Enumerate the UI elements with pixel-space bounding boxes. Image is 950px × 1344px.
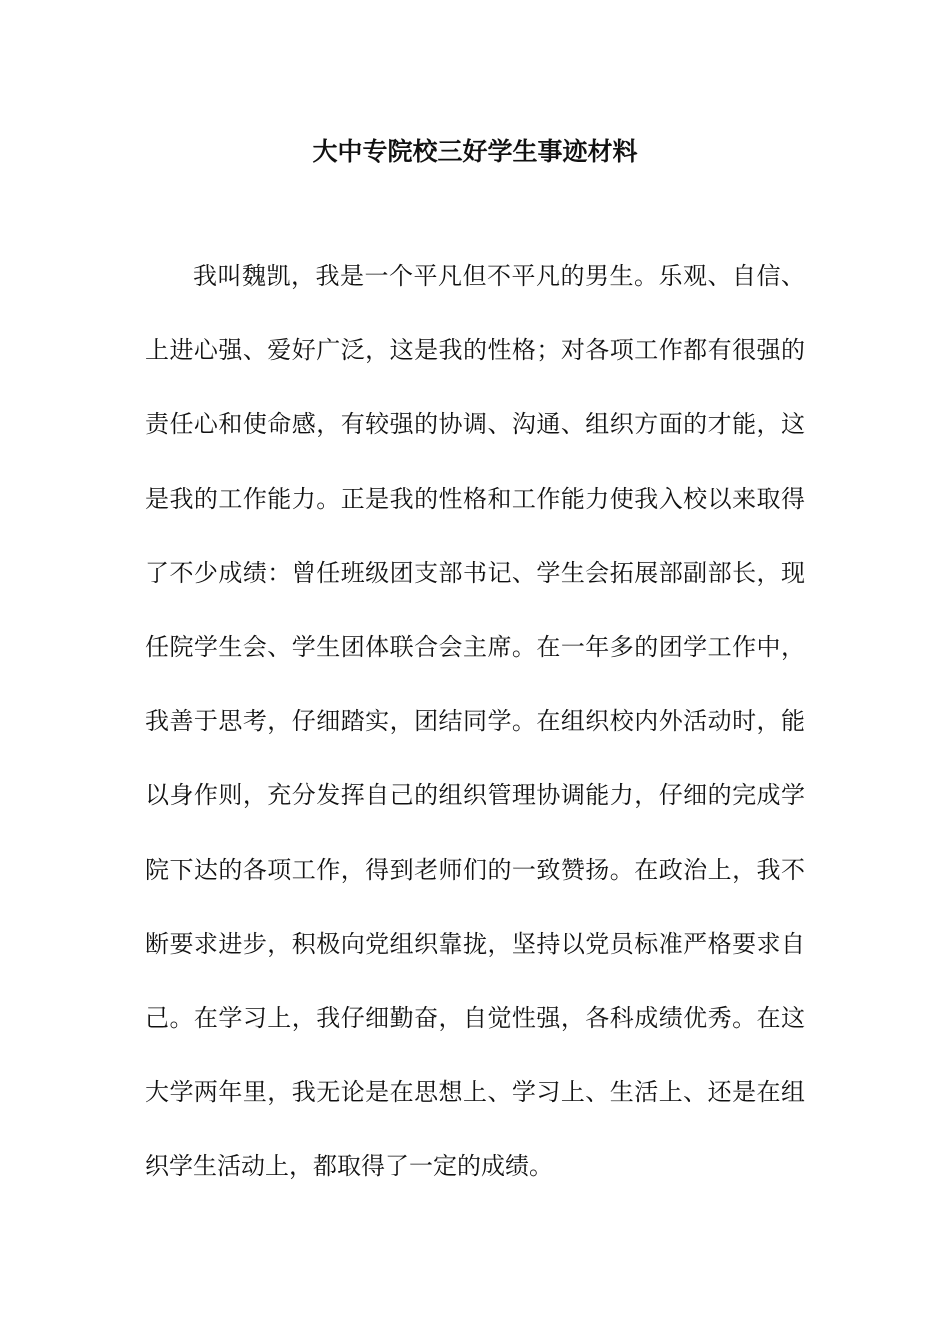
- paragraph-line: 大学两年里，我无论是在思想上、学习上、生活上、还是在组: [145, 1078, 805, 1107]
- paragraph-line: 以身作则，充分发挥自己的组织管理协调能力，仔细的完成学: [145, 781, 805, 810]
- paragraph-line: 了不少成绩：曾任班级团支部书记、学生会拓展部副部长，现: [145, 558, 805, 587]
- paragraph-line: 任院学生会、学生团体联合会主席。在一年多的团学工作中，: [145, 632, 805, 661]
- paragraph-line: 断要求进步，积极向党组织靠拢，坚持以党员标准严格要求自: [145, 929, 805, 958]
- paragraph-line: 己。在学习上，我仔细勤奋，自觉性强，各科成绩优秀。在这: [145, 1003, 805, 1032]
- paragraph-line: 院下达的各项工作，得到老师们的一致赞扬。在政治上，我不: [145, 855, 805, 884]
- body-paragraph: [145, 256, 805, 1220]
- paragraph-line: 责任心和使命感，有较强的协调、沟通、组织方面的才能，这: [145, 410, 805, 439]
- paragraph-line: 是我的工作能力。正是我的性格和工作能力使我入校以来取得: [145, 484, 805, 513]
- paragraph-line: 我善于思考，仔细踏实，团结同学。在组织校内外活动时，能: [145, 707, 805, 736]
- paragraph-line: 织学生活动上，都取得了一定的成绩。: [145, 1152, 553, 1181]
- paragraph-line: 上进心强、爱好广泛，这是我的性格；对各项工作都有很强的: [145, 336, 805, 365]
- document-title: 大中专院校三好学生事迹材料: [312, 137, 638, 166]
- paragraph-line: 我叫魏凯，我是一个平凡但不平凡的男生。乐观、自信、: [193, 262, 805, 290]
